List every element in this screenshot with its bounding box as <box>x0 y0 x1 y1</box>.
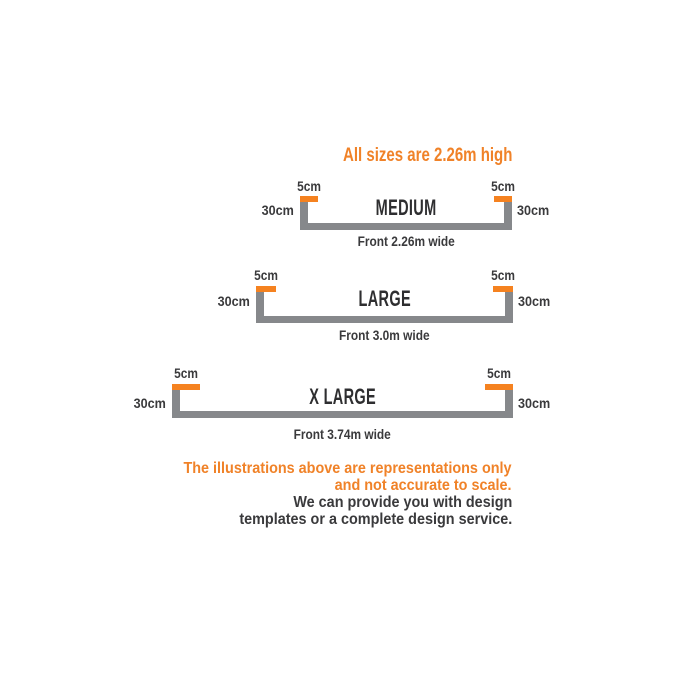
large-front-width-label <box>256 328 513 342</box>
large-left-30cm-text: 30cm <box>217 293 250 309</box>
medium-top-left-5cm-text: 5cm <box>297 178 321 194</box>
xlarge-right-30cm-label <box>518 396 578 410</box>
xlarge-top-right-5cm-text: 5cm <box>487 365 511 381</box>
heading-text: All sizes are 2.26m high <box>342 145 512 166</box>
large-front-width-text: Front 3.0m wide <box>339 327 430 343</box>
disclaimer-line-2 <box>147 477 512 494</box>
medium-title-text: MEDIUM <box>375 195 437 220</box>
medium-front-width-text: Front 2.26m wide <box>357 233 455 249</box>
large-right-30cm-text: 30cm <box>518 293 551 309</box>
xlarge-front-width-label <box>172 427 513 441</box>
large-title <box>256 288 513 310</box>
xlarge-top-right-5cm-label <box>469 366 529 380</box>
xlarge-front-width-text: Front 3.74m wide <box>293 426 392 442</box>
disclaimer-line-1 <box>147 460 512 477</box>
service-line-2 <box>147 511 512 528</box>
large-title-text: LARGE <box>358 286 411 311</box>
service-line-1-text: We can provide you with design <box>293 494 512 511</box>
xlarge-left-30cm-text: 30cm <box>133 395 166 411</box>
service-line-1 <box>147 494 512 511</box>
xlarge-left-30cm-label <box>106 396 166 410</box>
footer-notes <box>147 460 512 528</box>
medium-right-30cm-text: 30cm <box>517 202 550 218</box>
medium-right-30cm-label <box>517 203 577 217</box>
medium-top-right-5cm-label <box>473 179 533 193</box>
large-right-30cm-label <box>518 294 578 308</box>
xlarge-top-left-5cm-label <box>156 366 216 380</box>
medium-top-right-5cm-text: 5cm <box>491 178 515 194</box>
xlarge-title <box>172 386 513 408</box>
medium-left-30cm-text: 30cm <box>261 202 294 218</box>
disclaimer-line-1-text: The illustrations above are representations only <box>183 460 512 477</box>
medium-front-width-label <box>300 234 512 248</box>
xlarge-title-text: X LARGE <box>309 384 376 409</box>
medium-top-left-5cm-label <box>279 179 339 193</box>
large-left-30cm-label <box>190 294 250 308</box>
medium-title <box>300 197 512 219</box>
xlarge-top-left-5cm-text: 5cm <box>174 365 198 381</box>
disclaimer-line-2-text: and not accurate to scale. <box>335 477 512 494</box>
medium-left-30cm-label <box>234 203 294 217</box>
large-top-right-5cm-text: 5cm <box>491 267 515 283</box>
large-top-left-5cm-text: 5cm <box>254 267 278 283</box>
large-top-right-5cm-label <box>473 268 533 282</box>
xlarge-right-30cm-text: 30cm <box>518 395 551 411</box>
heading-all-sizes <box>298 145 512 167</box>
large-top-left-5cm-label <box>236 268 296 282</box>
service-line-2-text: templates or a complete design service. <box>239 511 512 528</box>
